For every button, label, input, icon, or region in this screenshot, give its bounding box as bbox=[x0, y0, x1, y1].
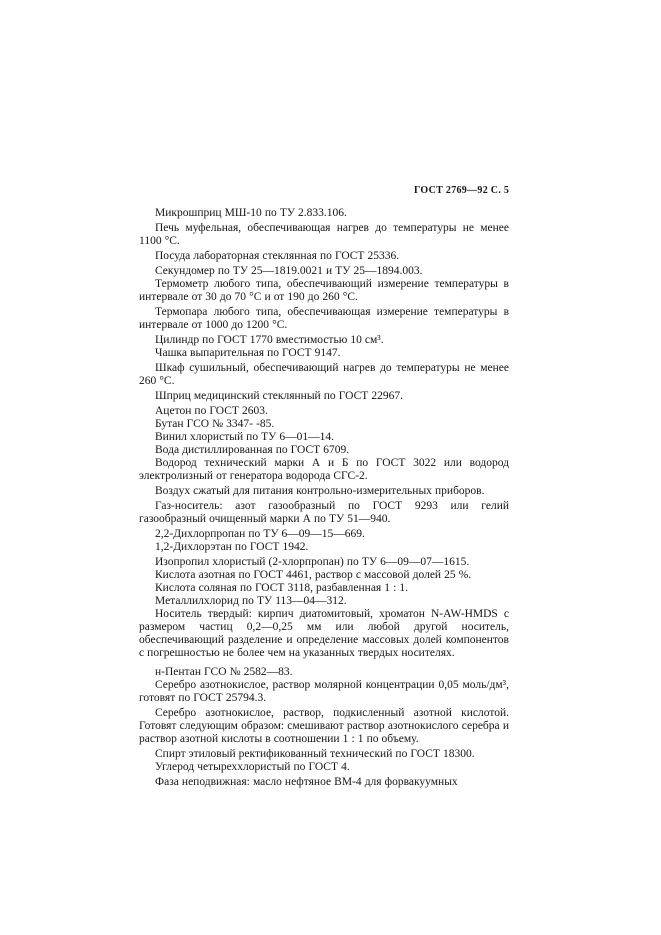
paragraph: 2,2-Дихлорпропан по ТУ 6—09—15—669. bbox=[155, 528, 365, 540]
paragraph: Чашка выпарительная по ГОСТ 9147. bbox=[155, 347, 341, 359]
paragraph: Воздух сжатый для питания контрольно-измерительных приборов. bbox=[155, 485, 485, 497]
paragraph: Микрошприц МШ-10 по ТУ 2.833.106. bbox=[155, 207, 347, 219]
paragraph: Носитель твердый: кирпич диатомитовый, хроматон N-AW-HMDS с размером частиц 0,2—0,25 мм или любой другой носитель, обеспечивающий разделение и определение массовых долей компонентов с погрешностью не более чем на указанных твердых носителях. bbox=[139, 608, 509, 659]
page-header: ГОСТ 2769—92 С. 5 bbox=[414, 185, 510, 196]
paragraph: Шприц медицинский стеклянный по ГОСТ 22967. bbox=[155, 390, 403, 402]
paragraph: Печь муфельная, обеспечивающая нагрев до температуры не менее 1100 °С. bbox=[139, 222, 509, 247]
paragraph: Ацетон по ГОСТ 2603. bbox=[155, 405, 268, 417]
paragraph: Серебро азотнокислое, раствор, подкисленный азотной кислотой. Готовят следующим образом: смешивают раствор азотнокислого серебра и раствор азотной кислоты в соотношении 1 : 1 по объему. bbox=[139, 707, 509, 745]
paragraph: Спирт этиловый ректификованный технический по ГОСТ 18300. bbox=[155, 748, 475, 760]
paragraph: Шкаф сушильный, обеспечивающий нагрев до температуры не менее 260 °С. bbox=[139, 362, 509, 387]
paragraph: Посуда лабораторная стеклянная по ГОСТ 25336. bbox=[155, 250, 400, 262]
paragraph: Углерод четыреххлористый по ГОСТ 4. bbox=[155, 761, 350, 773]
paragraph: 1,2-Дихлорэтан по ГОСТ 1942. bbox=[155, 541, 309, 553]
paragraph: Изопропил хлористый (2-хлорпропан) по ТУ 6—09—07—1615. bbox=[155, 556, 470, 568]
paragraph: Термометр любого типа, обеспечивающий измерение температуры в интервале от 30 до 70 °С и от 190 до 260 °С. bbox=[139, 278, 509, 303]
paragraph: Фаза неподвижная: масло нефтяное ВМ-4 для форвакуумных bbox=[155, 776, 458, 788]
paragraph: Серебро азотнокислое, раствор молярной концентрации 0,05 моль/дм³, готовят по ГОСТ 25794.3. bbox=[139, 679, 509, 704]
paragraph: Металлилхлорид по ТУ 113—04—312. bbox=[155, 595, 347, 607]
paragraph: Газ-носитель: азот газообразный по ГОСТ 9293 или гелий газообразный очищенный марки А по ТУ 51—940. bbox=[139, 500, 509, 525]
paragraph: Цилиндр по ГОСТ 1770 вместимостью 10 см³. bbox=[155, 334, 384, 346]
paragraph: Вода дистиллированная по ГОСТ 6709. bbox=[155, 444, 350, 456]
page-body bbox=[139, 207, 509, 791]
paragraph: Винил хлористый по ТУ 6—01—14. bbox=[155, 431, 335, 443]
paragraph: Термопара любого типа, обеспечивающая измерение температуры в интервале от 1000 до 1200 °С. bbox=[139, 306, 509, 331]
paragraph: н-Пентан ГСО № 2582—83. bbox=[155, 666, 293, 678]
paragraph: Секундомер по ТУ 25—1819.0021 и ТУ 25—1894.003. bbox=[155, 265, 423, 277]
paragraph: Кислота соляная по ГОСТ 3118, разбавленная 1 : 1. bbox=[155, 582, 409, 594]
paragraph: Кислота азотная по ГОСТ 4461, раствор с массовой долей 25 %. bbox=[155, 569, 472, 581]
paragraph: Бутан ГСО № 3347- -85. bbox=[155, 418, 275, 430]
paragraph: Водород технический марки А и Б по ГОСТ 3022 или водород электролизный от генератора водорода СГС-2. bbox=[139, 457, 509, 482]
